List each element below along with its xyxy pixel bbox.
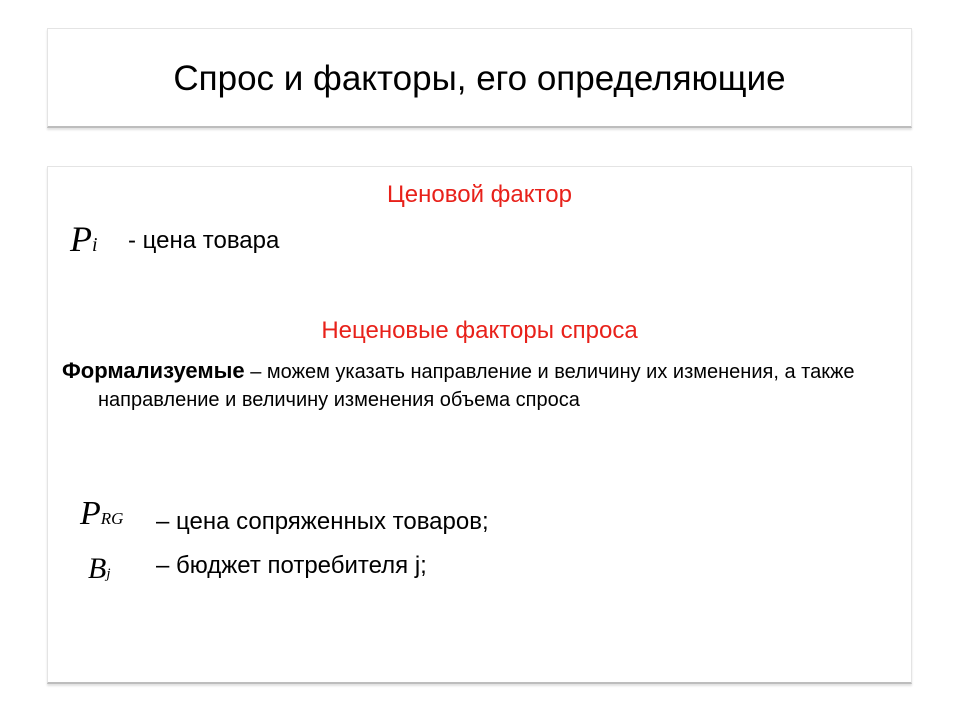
related-price-symbol: PRG [80, 495, 124, 532]
budget-symbol: Bj [88, 552, 111, 585]
price-description: - цена товара [128, 227, 280, 254]
slide-title: Спрос и факторы, его определяющие [173, 59, 786, 98]
nonprice-heading: Неценовые факторы спроса [321, 317, 638, 344]
formalized-term: Формализуемые [62, 358, 245, 383]
title-box [47, 28, 912, 128]
budget-description: – бюджет потребителя j; [156, 552, 427, 579]
related-price-description: – цена сопряженных товаров; [156, 508, 489, 535]
content-box [47, 166, 912, 684]
formalized-paragraph: Формализуемые – можем указать направление и величину их изменения, а также направление и величину изменения объема спроса [62, 358, 855, 411]
price-factor-heading: Ценовой фактор [387, 181, 572, 208]
price-symbol: Pi [70, 219, 98, 259]
formalized-text: можем указать направление и величину их изменения, а также направление и величину изменения объема спроса [98, 361, 855, 411]
